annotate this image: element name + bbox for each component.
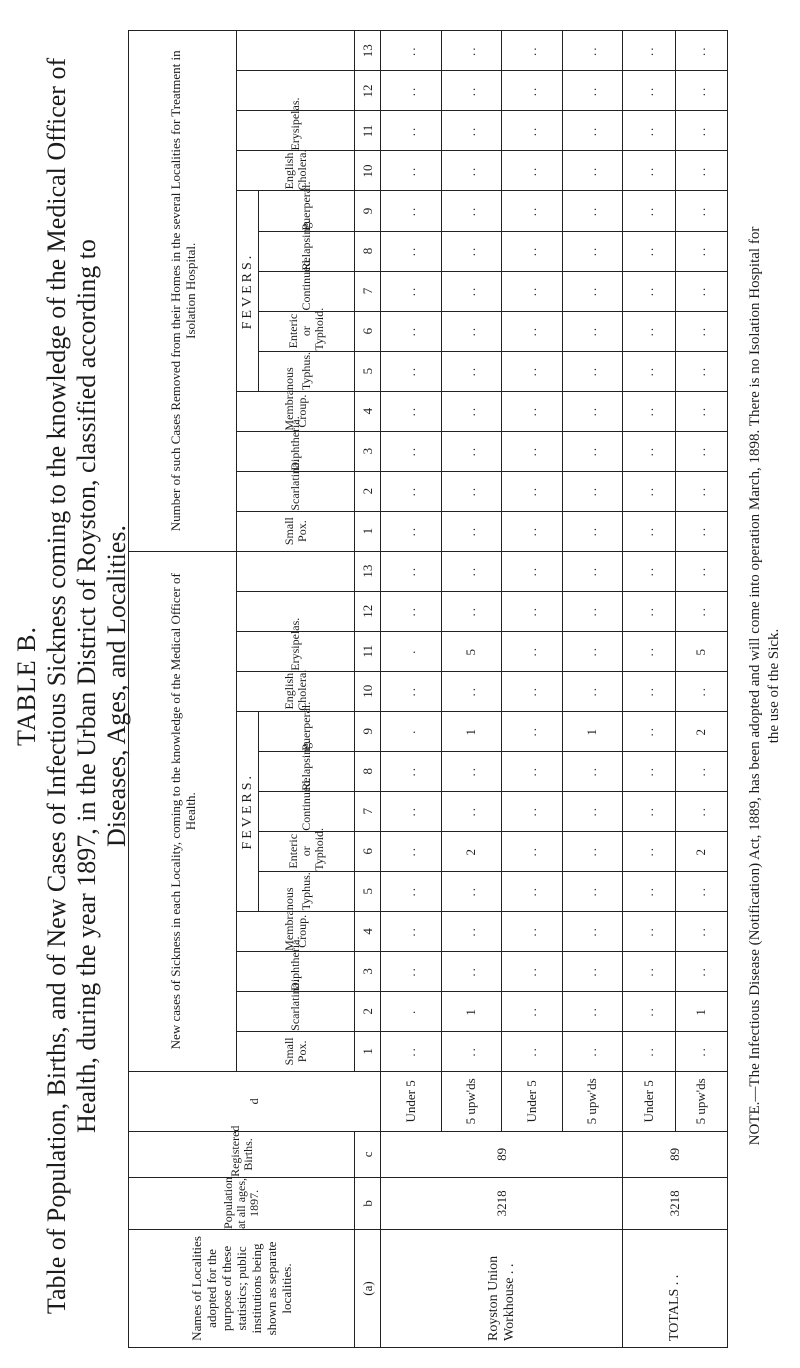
new-num-5: 5: [355, 871, 381, 911]
removed-cases-cell: ..: [502, 431, 563, 471]
rem-col-2-label: Scarlatina.: [288, 459, 302, 511]
locality-cell: Royston Union Workhouse . .: [381, 1229, 623, 1347]
removed-cases-cell: ..: [502, 151, 563, 191]
births-cell: 89: [623, 1131, 728, 1177]
removed-cases-cell: ..: [623, 71, 675, 111]
new-cases-cell: ..: [623, 871, 675, 911]
removed-cases-cell: ..: [562, 391, 623, 431]
new-col-9: [259, 701, 355, 751]
new-cases-cell: ..: [502, 551, 563, 591]
new-cases-cell: ..: [502, 951, 563, 991]
removed-cases-cell: ..: [502, 31, 563, 71]
new-cases-cell: ..: [562, 991, 623, 1031]
new-cases-cell: ..: [675, 911, 727, 951]
new-cases-cell: ..: [675, 871, 727, 911]
removed-cases-cell: ..: [562, 31, 623, 71]
new-cases-cell: 1: [562, 711, 623, 751]
removed-cases-cell: ..: [502, 311, 563, 351]
new-col-10: [237, 671, 355, 711]
new-cases-cell: ..: [441, 911, 502, 951]
new-cases-cell: ..: [562, 951, 623, 991]
rem-num-6: 6: [355, 311, 381, 351]
removed-cases-cell: ..: [562, 311, 623, 351]
new-cases-cell: ..: [381, 871, 442, 911]
new-cases-cell: ..: [441, 871, 502, 911]
locality-header: [129, 1229, 355, 1347]
new-col-11-label: Erysipelas.: [288, 617, 302, 671]
new-num-7: 7: [355, 791, 381, 831]
rem-col-6: [259, 307, 355, 351]
rem-col-11-label: Erysipelas.: [288, 97, 302, 151]
removed-cases-cell: ..: [381, 471, 442, 511]
new-cases-cell: ..: [502, 671, 563, 711]
removed-cases-cell: ..: [675, 191, 727, 231]
removed-cases-cell: ..: [675, 71, 727, 111]
age-cell: Under 5: [623, 1071, 675, 1131]
population-cell: 3218: [381, 1177, 623, 1229]
removed-cases-cell: ..: [675, 231, 727, 271]
removed-cases-cell: ..: [502, 471, 563, 511]
new-cases-cell: 1: [441, 711, 502, 751]
removed-cases-cell: ..: [675, 311, 727, 351]
new-cases-cell: ..: [502, 711, 563, 751]
removed-cases-cell: ..: [381, 351, 442, 391]
removed-cases-cell: ..: [623, 271, 675, 311]
removed-cases-cell: ..: [623, 511, 675, 551]
new-col-1: [237, 1031, 355, 1071]
new-cases-cell: ..: [381, 911, 442, 951]
removed-cases-cell: ..: [623, 351, 675, 391]
locality-cell: TOTALS . .: [623, 1229, 728, 1347]
new-cases-cell: ..: [502, 871, 563, 911]
new-num-13: 13: [355, 551, 381, 591]
removed-cases-cell: ..: [623, 31, 675, 71]
new-cases-cell: ..: [675, 1031, 727, 1071]
removed-cases-cell: ..: [623, 471, 675, 511]
removed-cases-cell: ..: [381, 391, 442, 431]
new-cases-cell: ..: [562, 551, 623, 591]
rem-col-1-label: Small Pox.: [281, 517, 309, 546]
new-col-5: [259, 871, 355, 911]
rem-num-12: 12: [355, 71, 381, 111]
new-cases-cell: ..: [675, 751, 727, 791]
new-cases-cell: ..: [623, 831, 675, 871]
new-cases-cell: ..: [441, 591, 502, 631]
removed-cases-cell: ..: [381, 151, 442, 191]
rem-col-8: [259, 219, 355, 271]
new-cases-cell: ..: [562, 591, 623, 631]
population-header: [129, 1177, 355, 1229]
rem-col-5: [259, 351, 355, 391]
removed-cases-cell: ..: [562, 471, 623, 511]
removed-cases-cell: ..: [441, 351, 502, 391]
age-cell: Under 5: [381, 1071, 442, 1131]
removed-cases-cell: ..: [441, 431, 502, 471]
table-row: [623, 31, 675, 1348]
removed-cases-cell: ..: [441, 71, 502, 111]
removed-cases-cell: ..: [675, 271, 727, 311]
new-cases-cell: ..: [381, 591, 442, 631]
locality-header-text: Names of Localities adopted for the purpose of these statistics; public institutions being shown as separate localities.: [189, 1236, 294, 1341]
new-cases-cell: ..: [623, 751, 675, 791]
new-cases-cell: ..: [562, 831, 623, 871]
removed-cases-cell: ..: [623, 431, 675, 471]
new-cases-cell: ..: [441, 551, 502, 591]
new-col-3: [237, 936, 355, 991]
new-cases-cell: .: [381, 631, 442, 671]
removed-cases-cell: ..: [675, 431, 727, 471]
new-cases-cell: ..: [675, 951, 727, 991]
table-body: [381, 31, 728, 1348]
rem-num-9: 9: [355, 191, 381, 231]
rem-num-8: 8: [355, 231, 381, 271]
new-cases-cell: ..: [623, 791, 675, 831]
removed-cases-cell: ..: [562, 271, 623, 311]
new-cases-cell: ..: [381, 831, 442, 871]
new-cases-cell: 1: [675, 991, 727, 1031]
removed-cases-cell: ..: [441, 311, 502, 351]
removed-cases-cell: ..: [562, 151, 623, 191]
new-col-1-label: Small Pox.: [281, 1037, 309, 1066]
rem-col-3: [237, 416, 355, 471]
removed-cases-cell: ..: [381, 71, 442, 111]
new-cases-cell: ..: [502, 911, 563, 951]
births-header-text: Registered Births.: [227, 1125, 255, 1177]
rem-num-7: 7: [355, 271, 381, 311]
footnote-line-1: NOTE.—The Infectious Disease (Notification) Act, 1889, has been adopted and will come into operation March, 1898. There is no Isolation Hospital for: [747, 226, 763, 1146]
new-fevers-header: [237, 711, 259, 911]
removed-cases-cell: ..: [502, 231, 563, 271]
rem-col-7-label: Continued.: [299, 257, 313, 311]
new-cases-cell: ..: [675, 591, 727, 631]
new-cases-cell: 2: [441, 831, 502, 871]
new-num-12: 12: [355, 591, 381, 631]
statistics-table: [128, 30, 728, 1348]
letter-b: b: [359, 1200, 375, 1207]
title-line-3: Diseases, Ages, and Localities.: [102, 524, 131, 848]
rem-col-11: [237, 97, 355, 151]
rem-col-6-label: Enteric or Typhoid.: [286, 307, 326, 351]
removed-cases-cell: ..: [381, 431, 442, 471]
new-num-6: 6: [355, 831, 381, 871]
rem-fevers-header: [237, 191, 259, 391]
new-col-6: [259, 827, 355, 871]
new-cases-cell: ..: [623, 1031, 675, 1071]
new-cases-cell: ..: [441, 951, 502, 991]
new-cases-cell: 2: [675, 831, 727, 871]
removed-cases-cell: ..: [675, 471, 727, 511]
births-cell: 89: [381, 1131, 623, 1177]
removed-cases-cell: ..: [381, 191, 442, 231]
new-num-3: 3: [355, 951, 381, 991]
new-col-3-label: Diphtheria.: [288, 936, 302, 991]
removed-cases-cell: ..: [502, 111, 563, 151]
new-cases-cell: ..: [381, 951, 442, 991]
footnote: [746, 26, 784, 1346]
new-cases-group-header: [129, 551, 237, 1071]
rem-col-5-label: Typhus.: [299, 351, 313, 391]
title-block: [12, 26, 132, 1346]
removed-cases-cell: ..: [675, 31, 727, 71]
new-num-10: 10: [355, 671, 381, 711]
rem-col-9-label: Puerperal.: [299, 181, 313, 231]
letter-a: (a): [359, 1281, 375, 1296]
new-fevers-label: FEVERS.: [239, 772, 255, 850]
new-cases-cell: ..: [381, 551, 442, 591]
rem-col-10-label: English Cholera.: [281, 149, 309, 191]
new-cases-cell: ..: [623, 911, 675, 951]
removed-cases-cell: ..: [381, 111, 442, 151]
new-cases-cell: ..: [441, 791, 502, 831]
removed-cases-cell: ..: [623, 111, 675, 151]
removed-cases-cell: ..: [675, 351, 727, 391]
births-letter: [355, 1131, 381, 1177]
removed-cases-cell: ..: [675, 111, 727, 151]
rem-num-13: 13: [355, 31, 381, 71]
rem-col-4-label: Membranous Croup.: [281, 367, 309, 431]
new-cases-cell: ..: [562, 871, 623, 911]
new-num-1: 1: [355, 1031, 381, 1071]
removed-cases-cell: ..: [441, 471, 502, 511]
new-cases-cell: ..: [441, 751, 502, 791]
births-header: [129, 1125, 355, 1177]
new-cases-cell: 5: [441, 631, 502, 671]
new-num-9: 9: [355, 711, 381, 751]
removed-cases-cell: ..: [441, 191, 502, 231]
letter-c: c: [359, 1151, 375, 1158]
removed-cases-cell: ..: [562, 511, 623, 551]
rem-fevers-label: FEVERS.: [239, 252, 255, 330]
new-cases-cell: ..: [502, 831, 563, 871]
removed-cases-cell: ..: [441, 111, 502, 151]
table-heading: TABLE B.: [12, 625, 41, 747]
new-cases-cell: ..: [623, 951, 675, 991]
new-cases-cell: ..: [381, 791, 442, 831]
removed-cases-cell: ..: [623, 231, 675, 271]
new-cases-cell: ..: [623, 591, 675, 631]
new-cases-cell: ..: [675, 551, 727, 591]
age-cell: 5 upw'ds: [562, 1071, 623, 1131]
new-col-9-label: Puerperal.: [299, 701, 313, 751]
new-cases-cell: ..: [623, 671, 675, 711]
rem-num-11: 11: [355, 111, 381, 151]
rem-col-10: [237, 151, 355, 191]
new-cases-cell: ..: [623, 991, 675, 1031]
new-col-4-label: Membranous Croup.: [281, 887, 309, 951]
new-col-8: [259, 739, 355, 791]
footnote-line-2: the use of the Sick.: [766, 628, 782, 744]
table-row: [381, 31, 442, 1348]
removed-cases-cell: ..: [623, 151, 675, 191]
removed-cases-cell: ..: [502, 191, 563, 231]
new-col-7-label: Continued.: [299, 777, 313, 831]
removed-cases-cell: ..: [381, 511, 442, 551]
removed-cases-cell: ..: [502, 71, 563, 111]
removed-cases-cell: ..: [441, 31, 502, 71]
removed-cases-cell: ..: [381, 271, 442, 311]
removed-cases-cell: ..: [675, 391, 727, 431]
removed-cases-cell: ..: [441, 151, 502, 191]
removed-cases-cell: ..: [562, 111, 623, 151]
removed-cases-cell: ..: [675, 151, 727, 191]
new-cases-cell: ..: [502, 791, 563, 831]
rem-num-5: 5: [355, 351, 381, 391]
removed-cases-cell: ..: [623, 391, 675, 431]
new-cases-cell: ..: [502, 1031, 563, 1071]
new-col-11: [237, 617, 355, 671]
new-col-2: [237, 979, 355, 1031]
removed-group-header: [129, 31, 237, 552]
rem-num-1: 1: [355, 511, 381, 551]
age-cell: 5 upw'ds: [675, 1071, 727, 1131]
rem-num-4: 4: [355, 391, 381, 431]
new-cases-cell: 2: [675, 711, 727, 751]
new-cases-cell: .: [381, 711, 442, 751]
removed-cases-cell: ..: [502, 351, 563, 391]
age-letter: d: [247, 1098, 261, 1105]
new-cases-cell: ..: [562, 1031, 623, 1071]
new-num-4: 4: [355, 911, 381, 951]
locality-letter: [355, 1229, 381, 1347]
rem-num-10: 10: [355, 151, 381, 191]
removed-cases-cell: ..: [562, 351, 623, 391]
new-cases-cell: ..: [623, 551, 675, 591]
new-cases-cell: ..: [562, 751, 623, 791]
new-cases-cell: ..: [381, 671, 442, 711]
new-cases-cell: ..: [675, 671, 727, 711]
new-cases-cell: ..: [562, 791, 623, 831]
new-cases-group-text: New cases of Sickness in each Locality, coming to the knowledge of the Medical Officer of Health.: [167, 573, 198, 1050]
population-letter: [355, 1177, 381, 1229]
new-num-11: 11: [355, 631, 381, 671]
removed-cases-cell: ..: [381, 231, 442, 271]
removed-cases-cell: ..: [381, 31, 442, 71]
new-cases-cell: ..: [381, 751, 442, 791]
new-col-8-label: Relapsing.: [299, 739, 313, 791]
removed-cases-cell: ..: [562, 191, 623, 231]
removed-cases-cell: ..: [502, 511, 563, 551]
removed-cases-cell: ..: [441, 391, 502, 431]
removed-cases-cell: ..: [441, 271, 502, 311]
rem-num-2: 2: [355, 471, 381, 511]
new-cases-cell: ..: [502, 751, 563, 791]
title-line-1: Table of Population, Births, and of New Cases of Infectious Sickness coming to the knowledge of the Medical Officer of: [42, 57, 71, 1315]
new-col-6-label: Enteric or Typhoid.: [286, 827, 326, 871]
removed-cases-cell: ..: [381, 311, 442, 351]
new-cases-cell: ..: [441, 1031, 502, 1071]
removed-group-text: Number of such Cases Removed from their Homes in the several Localities for Treatment in Isolation Hospital.: [167, 50, 198, 532]
age-header: [129, 1071, 381, 1131]
new-cases-cell: ..: [562, 631, 623, 671]
new-col-2-label: Scarlatina.: [288, 979, 302, 1031]
new-cases-cell: ..: [502, 991, 563, 1031]
age-cell: 5 upw'ds: [441, 1071, 502, 1131]
removed-cases-cell: ..: [623, 311, 675, 351]
rem-col-9: [259, 181, 355, 231]
removed-cases-cell: ..: [562, 231, 623, 271]
new-col-7: [259, 777, 355, 831]
removed-cases-cell: ..: [562, 431, 623, 471]
new-cases-cell: ..: [675, 791, 727, 831]
new-cases-cell: ..: [502, 631, 563, 671]
new-cases-cell: ..: [623, 711, 675, 751]
rem-col-7: [259, 257, 355, 311]
removed-cases-cell: ..: [441, 511, 502, 551]
population-cell: 3218: [623, 1177, 728, 1229]
rem-col-3-label: Diphtheria.: [288, 416, 302, 471]
age-cell: Under 5: [502, 1071, 563, 1131]
removed-cases-cell: ..: [623, 191, 675, 231]
new-cases-cell: ..: [562, 671, 623, 711]
population-header-text: Population at all ages, 1897.: [221, 1176, 261, 1229]
new-cases-cell: .: [381, 991, 442, 1031]
new-num-2: 2: [355, 991, 381, 1031]
removed-cases-cell: ..: [675, 511, 727, 551]
new-col-5-label: Typhus.: [299, 872, 313, 911]
new-cases-cell: ..: [381, 1031, 442, 1071]
rem-col-13: [237, 31, 355, 71]
statistics-table-holder: [128, 30, 728, 1348]
rem-col-8-label: Relapsing.: [299, 219, 313, 271]
removed-cases-cell: ..: [562, 71, 623, 111]
new-cases-cell: ..: [502, 591, 563, 631]
rem-col-1: [237, 511, 355, 551]
new-cases-cell: 5: [675, 631, 727, 671]
new-cases-cell: ..: [562, 911, 623, 951]
rem-num-3: 3: [355, 431, 381, 471]
title-line-2: Health, during the year 1897, in the Urban District of Royston, classified according to: [72, 239, 101, 1133]
removed-cases-cell: ..: [441, 231, 502, 271]
new-cases-cell: ..: [623, 631, 675, 671]
removed-cases-cell: ..: [502, 271, 563, 311]
rem-col-2: [237, 459, 355, 511]
removed-cases-cell: ..: [502, 391, 563, 431]
new-cases-cell: 1: [441, 991, 502, 1031]
new-col-10-label: English Cholera.: [281, 669, 309, 711]
new-cases-cell: ..: [441, 671, 502, 711]
new-col-13: [237, 551, 355, 591]
new-num-8: 8: [355, 751, 381, 791]
